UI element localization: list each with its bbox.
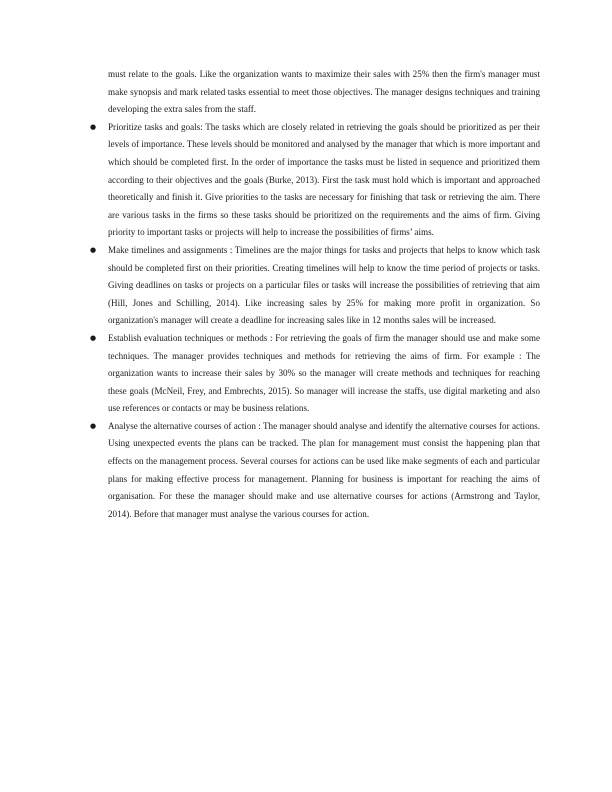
list-item-text: Prioritize tasks and goals: The tasks which are closely related in retrieving the goals should be prioritized as per their levels of importance. These levels should be monitored and analysed by the manager that which is more important and which should be completed first. In the order of importance the tasks must be listed in sequence and prioritized them according to their objectives and the goals (Burke, 2013). First the task must hold which is important and approached theoretically and finish it. Give priorities to the tasks are necessary for finishing that task or retrieving the aim. There are various tasks in the firms so these tasks should be prioritized on the requirements and the aims of firm. Giving priority to important tasks or projects will help to increase the possibilities of firms’ aims.	[108, 121, 540, 238]
list-item	[90, 330, 540, 418]
document-body	[90, 66, 540, 523]
list-item-text: Analyse the alternative courses of action : The manager should analyse and identify the alternative courses for actions. Using unexpected events the plans can be tracked. The plan for management must consist the happening plan that effects on the management process. Several courses for actions can be used like make segments of each and particular plans for making effective process for management. Planning for business is important for reaching the aims of organisation. For these the manager should make and use alternative courses for actions (Armstrong and Taylor, 2014). Before that manager must analyse the various courses for action.	[108, 420, 540, 519]
list-item	[90, 119, 540, 242]
bullet-icon: ●	[90, 122, 97, 131]
continuation-paragraph: must relate to the goals. Like the organization wants to maximize their sales with 25% then the firm's manager must make synopsis and mark related tasks essential to meet those objectives. The manager designs techniques and training developing the extra sales from the staff.	[108, 69, 540, 115]
list-item-text: Make timelines and assignments : Timelines are the major things for tasks and projects that helps to know which task should be completed first on their priorities. Creating timelines will help to know the time period of projects or tasks. Giving deadlines on tasks or projects on a particular files or tasks will increase the possibilities of retrieving that aim (Hill, Jones and Schilling, 2014). Like increasing sales by 25% for making more profit in organization. So organization's manager will create a deadline for increasing sales like in 12 months sales will be increased.	[108, 244, 540, 326]
list-item	[90, 418, 540, 524]
list-item-text: Establish evaluation techniques or methods : For retrieving the goals of firm the manager should use and make some techniques. The manager provides techniques and methods for retrieving the aims of firm. For example : The organization wants to increase their sales by 30% so the manager will create methods and techniques for reaching these goals (McNeil, Frey, and Embrechts, 2015). So manager will increase the staffs, use digital marketing and also use references or contacts or may be business relations.	[108, 332, 540, 414]
list-item	[90, 242, 540, 330]
bullet-list	[90, 119, 540, 524]
bullet-icon: ●	[90, 245, 97, 254]
bullet-icon: ●	[90, 333, 97, 342]
bullet-icon: ●	[90, 421, 97, 430]
